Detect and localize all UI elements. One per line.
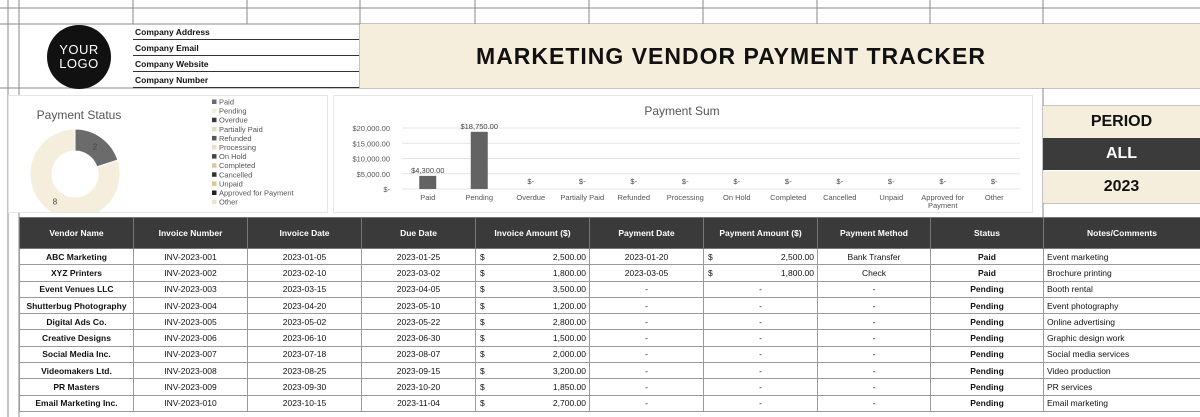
cell-status[interactable]: Pending — [931, 346, 1044, 362]
legend-label: Cancelled — [219, 170, 253, 180]
column-header-payment-method[interactable]: Payment Method — [818, 218, 931, 249]
invoice-amount-value: 2,800.00 — [552, 316, 586, 327]
bar-data-label: $- — [990, 177, 998, 186]
company-details — [133, 24, 359, 88]
cell-notes[interactable]: Graphic design work — [1044, 330, 1200, 346]
payment-sum-chart-svg — [334, 96, 1032, 212]
currency-symbol: $ — [480, 284, 485, 295]
legend-swatch — [212, 154, 217, 159]
column-header-invoice-number[interactable]: Invoice Number — [134, 218, 248, 249]
x-tick-label: Approved for — [921, 193, 965, 202]
legend-label: Pending — [219, 106, 247, 116]
company-email-label[interactable]: Company Email — [133, 40, 359, 56]
legend-label: Approved for Payment — [219, 188, 294, 198]
currency-symbol: $ — [480, 349, 485, 360]
payment-amount-value: - — [759, 316, 762, 327]
cell-notes[interactable]: PR services — [1044, 379, 1200, 395]
cell-status[interactable]: Pending — [931, 281, 1044, 297]
cell-status[interactable]: Pending — [931, 363, 1044, 379]
legend-swatch — [212, 127, 217, 132]
legend-swatch — [212, 163, 217, 168]
cell-invoice-date[interactable]: 2023-01-05 — [248, 249, 362, 265]
payment-amount-value: - — [759, 284, 762, 295]
cell-payment-date[interactable]: - — [590, 330, 704, 346]
cell-notes[interactable]: Brochure printing — [1044, 265, 1200, 281]
x-tick-label: Completed — [770, 193, 807, 202]
legend-swatch — [212, 200, 217, 205]
cell-notes[interactable]: Event marketing — [1044, 249, 1200, 265]
legend-label: Paid — [219, 97, 235, 107]
table-row[interactable] — [20, 314, 1200, 330]
column-header-vendor-name[interactable]: Vendor Name — [20, 218, 134, 249]
cell-invoice-date[interactable]: 2023-04-20 — [248, 297, 362, 313]
cell-payment-date[interactable]: - — [590, 314, 704, 330]
invoice-amount-value: 3,500.00 — [552, 284, 586, 295]
cell-payment-amount[interactable] — [704, 297, 818, 313]
cell-payment-method[interactable]: - — [818, 363, 931, 379]
cell-invoice-number[interactable]: INV-2023-010 — [134, 395, 248, 411]
y-tick-label: $20,000.00 — [352, 124, 390, 133]
vendor-payment-table — [19, 217, 1200, 412]
table-row[interactable] — [20, 297, 1200, 313]
currency-symbol: $ — [480, 251, 485, 262]
cell-due-date[interactable]: 2023-04-05 — [362, 281, 476, 297]
payment-amount-value: - — [759, 349, 762, 360]
x-tick-label: Payment — [927, 201, 958, 210]
x-tick-label: On Hold — [722, 193, 751, 202]
bar-data-label: $- — [784, 177, 792, 186]
legend-swatch — [212, 136, 217, 141]
y-tick-label: $15,000.00 — [352, 139, 390, 149]
x-tick-label: Partially Paid — [560, 193, 605, 202]
cell-invoice-amount[interactable] — [476, 297, 590, 313]
cell-invoice-number[interactable]: INV-2023-006 — [134, 330, 248, 346]
x-tick-label: Cancelled — [823, 193, 857, 202]
bar-data-label: $- — [527, 177, 535, 186]
bar-data-label: $- — [733, 177, 741, 186]
cell-payment-date[interactable]: - — [590, 395, 704, 411]
bar-data-label: $- — [887, 177, 895, 186]
currency-symbol: $ — [480, 316, 485, 327]
cell-payment-amount[interactable] — [704, 314, 818, 330]
legend-swatch — [212, 181, 217, 186]
cell-due-date[interactable]: 2023-03-02 — [362, 265, 476, 281]
cell-invoice-number[interactable]: INV-2023-001 — [134, 249, 248, 265]
cell-payment-amount[interactable] — [704, 346, 818, 362]
cell-invoice-amount[interactable] — [476, 395, 590, 411]
currency-symbol: $ — [480, 300, 485, 311]
company-website-label[interactable]: Company Website — [133, 56, 359, 72]
cell-vendor-name[interactable]: PR Masters — [20, 379, 134, 395]
x-tick-label: Unpaid — [879, 193, 904, 202]
cell-due-date[interactable]: 2023-05-22 — [362, 314, 476, 330]
currency-symbol: $ — [708, 251, 713, 262]
cell-status[interactable]: Pending — [931, 297, 1044, 313]
cell-invoice-number[interactable]: INV-2023-002 — [134, 265, 248, 281]
legend-swatch — [212, 109, 217, 114]
currency-symbol: $ — [480, 365, 485, 376]
table-row[interactable] — [20, 346, 1200, 362]
currency-symbol: $ — [708, 267, 713, 278]
cell-due-date[interactable]: 2023-10-20 — [362, 379, 476, 395]
donut-slice-value-label: 2 — [92, 142, 98, 152]
cell-payment-date[interactable]: - — [590, 281, 704, 297]
table-row[interactable] — [20, 330, 1200, 346]
bar-paid[interactable] — [419, 176, 436, 189]
cell-invoice-date[interactable]: 2023-02-10 — [248, 265, 362, 281]
cell-notes[interactable]: Booth rental — [1044, 281, 1200, 297]
legend-label: Partially Paid — [219, 124, 263, 134]
cell-invoice-number[interactable]: INV-2023-003 — [134, 281, 248, 297]
cell-vendor-name[interactable]: Creative Designs — [20, 330, 134, 346]
column-header-invoice-date[interactable]: Invoice Date — [248, 218, 362, 249]
payment-status-chart-title: Payment Status — [36, 108, 122, 122]
currency-symbol: $ — [480, 267, 485, 278]
cell-payment-amount[interactable] — [704, 281, 818, 297]
cell-vendor-name[interactable]: ABC Marketing — [20, 249, 134, 265]
x-tick-label: Refunded — [617, 193, 651, 202]
table-row[interactable] — [20, 249, 1200, 265]
cell-status[interactable]: Paid — [931, 265, 1044, 281]
legend-swatch — [212, 100, 217, 105]
company-number-label[interactable]: Company Number — [133, 72, 359, 88]
period-value[interactable]: ALL — [1043, 138, 1200, 170]
cell-invoice-amount[interactable] — [476, 249, 590, 265]
cell-payment-amount[interactable] — [704, 249, 818, 265]
cell-vendor-name[interactable]: Videomakers Ltd. — [20, 363, 134, 379]
cell-notes[interactable]: Online advertising — [1044, 314, 1200, 330]
payment-sum-chart-title: Payment Sum — [644, 104, 720, 118]
cell-payment-method[interactable]: Bank Transfer — [818, 249, 931, 265]
cell-invoice-date[interactable]: 2023-08-25 — [248, 363, 362, 379]
bar-data-label: $- — [681, 177, 689, 186]
payment-amount-value: - — [759, 365, 762, 376]
y-tick-label: $- — [383, 185, 390, 194]
cell-invoice-date[interactable]: 2023-05-02 — [248, 314, 362, 330]
cell-invoice-amount[interactable] — [476, 363, 590, 379]
x-tick-label: Overdue — [516, 193, 546, 202]
cell-payment-method[interactable]: - — [818, 330, 931, 346]
invoice-amount-value: 1,800.00 — [552, 267, 586, 278]
cell-status[interactable]: Paid — [931, 249, 1044, 265]
cell-payment-date[interactable]: - — [590, 297, 704, 313]
cell-payment-method[interactable]: - — [818, 297, 931, 313]
legend-swatch — [212, 172, 217, 177]
bar-data-label: $4,300.00 — [411, 165, 445, 175]
bar-data-label: $18,750.00 — [460, 121, 499, 131]
column-header-status[interactable]: Status — [931, 218, 1044, 249]
cell-payment-method[interactable]: - — [818, 314, 931, 330]
table-row[interactable] — [20, 395, 1200, 411]
legend-label: On Hold — [219, 152, 247, 162]
cell-due-date[interactable]: 2023-05-10 — [362, 297, 476, 313]
payment-amount-value: - — [759, 382, 762, 393]
bar-pending[interactable] — [471, 132, 488, 189]
cell-invoice-number[interactable]: INV-2023-005 — [134, 314, 248, 330]
cell-invoice-number[interactable]: INV-2023-004 — [134, 297, 248, 313]
cell-payment-amount[interactable] — [704, 379, 818, 395]
cell-invoice-amount[interactable] — [476, 346, 590, 362]
legend-label: Completed — [219, 161, 256, 171]
cell-due-date[interactable]: 2023-11-04 — [362, 395, 476, 411]
column-header-payment-amount[interactable]: Payment Amount ($) — [704, 218, 818, 249]
legend-label: Other — [219, 197, 238, 207]
currency-symbol: $ — [480, 333, 485, 344]
page-title: MARKETING VENDOR PAYMENT TRACKER — [476, 42, 986, 69]
invoice-amount-value: 1,500.00 — [552, 333, 586, 344]
cell-invoice-date[interactable]: 2023-06-10 — [248, 330, 362, 346]
table-row[interactable] — [20, 281, 1200, 297]
cell-status[interactable]: Pending — [931, 330, 1044, 346]
invoice-amount-value: 3,200.00 — [552, 365, 586, 376]
x-tick-label: Paid — [420, 193, 436, 202]
cell-payment-amount[interactable] — [704, 363, 818, 379]
period-year[interactable]: 2023 — [1043, 171, 1200, 203]
cell-invoice-date[interactable]: 2023-09-30 — [248, 379, 362, 395]
cell-payment-method[interactable]: Check — [818, 265, 931, 281]
cell-due-date[interactable]: 2023-01-25 — [362, 249, 476, 265]
y-tick-label: $10,000.00 — [352, 154, 390, 164]
bar-data-label: $- — [836, 177, 844, 186]
currency-symbol: $ — [480, 398, 485, 409]
x-tick-label: Processing — [666, 193, 704, 202]
legend-label: Refunded — [219, 133, 252, 143]
cell-payment-amount[interactable] — [704, 395, 818, 411]
payment-amount-value: - — [759, 398, 762, 409]
cell-invoice-amount[interactable] — [476, 314, 590, 330]
table-row[interactable] — [20, 265, 1200, 281]
cell-vendor-name[interactable]: XYZ Printers — [20, 265, 134, 281]
cell-payment-date[interactable]: - — [590, 346, 704, 362]
cell-invoice-date[interactable]: 2023-10-15 — [248, 395, 362, 411]
currency-symbol: $ — [480, 382, 485, 393]
cell-due-date[interactable]: 2023-08-07 — [362, 346, 476, 362]
cell-invoice-amount[interactable] — [476, 330, 590, 346]
cell-payment-date[interactable]: - — [590, 379, 704, 395]
cell-vendor-name[interactable]: Email Marketing Inc. — [20, 395, 134, 411]
x-tick-label: Other — [984, 193, 1004, 202]
cell-notes[interactable]: Email marketing — [1044, 395, 1200, 411]
logo-text-line2: LOGO — [59, 56, 99, 71]
payment-amount-value: - — [759, 300, 762, 311]
cell-due-date[interactable]: 2023-06-30 — [362, 330, 476, 346]
legend-label: Overdue — [219, 115, 248, 125]
payment-amount-value: - — [759, 333, 762, 344]
table-header-row — [20, 218, 1200, 249]
cell-payment-method[interactable]: - — [818, 281, 931, 297]
cell-payment-date[interactable]: - — [590, 363, 704, 379]
payment-status-chart-svg — [9, 96, 327, 212]
cell-notes[interactable]: Event photography — [1044, 297, 1200, 313]
cell-status[interactable]: Pending — [931, 379, 1044, 395]
cell-invoice-number[interactable]: INV-2023-007 — [134, 346, 248, 362]
cell-notes[interactable]: Video production — [1044, 363, 1200, 379]
x-tick-label: Pending — [465, 193, 494, 202]
cell-payment-amount[interactable] — [704, 265, 818, 281]
invoice-amount-value: 2,500.00 — [552, 251, 586, 262]
legend-label: Unpaid — [219, 179, 243, 189]
invoice-amount-value: 2,000.00 — [552, 349, 586, 360]
cell-invoice-amount[interactable] — [476, 281, 590, 297]
cell-status[interactable]: Pending — [931, 395, 1044, 411]
cell-vendor-name[interactable]: Event Venues LLC — [20, 281, 134, 297]
cell-payment-method[interactable]: - — [818, 346, 931, 362]
y-tick-label: $5,000.00 — [356, 169, 390, 179]
cell-vendor-name[interactable]: Shutterbug Photography — [20, 297, 134, 313]
table-row[interactable] — [20, 379, 1200, 395]
cell-invoice-date[interactable]: 2023-03-15 — [248, 281, 362, 297]
column-header-notes[interactable]: Notes/Comments — [1044, 218, 1200, 249]
payment-sum-chart[interactable] — [333, 95, 1033, 213]
payment-status-chart[interactable] — [8, 95, 328, 213]
payment-amount-value: 2,500.00 — [780, 251, 814, 262]
column-header-invoice-amount[interactable]: Invoice Amount ($) — [476, 218, 590, 249]
cell-payment-amount[interactable] — [704, 330, 818, 346]
invoice-amount-value: 1,850.00 — [552, 382, 586, 393]
legend-swatch — [212, 145, 217, 150]
cell-invoice-amount[interactable] — [476, 265, 590, 281]
logo-text-line1: YOUR — [59, 42, 99, 57]
cell-notes[interactable]: Social media services — [1044, 346, 1200, 362]
donut-slice-value-label: 8 — [52, 197, 58, 207]
bar-data-label: $- — [630, 177, 638, 186]
invoice-amount-value: 1,200.00 — [552, 300, 586, 311]
cell-invoice-number[interactable]: INV-2023-008 — [134, 363, 248, 379]
cell-payment-method[interactable]: - — [818, 379, 931, 395]
cell-invoice-number[interactable]: INV-2023-009 — [134, 379, 248, 395]
company-logo — [47, 25, 111, 89]
column-header-due-date[interactable]: Due Date — [362, 218, 476, 249]
company-address-label[interactable]: Company Address — [133, 24, 359, 40]
cell-invoice-amount[interactable] — [476, 379, 590, 395]
column-header-payment-date[interactable]: Payment Date — [590, 218, 704, 249]
cell-payment-date[interactable]: 2023-03-05 — [590, 265, 704, 281]
legend-swatch — [212, 191, 217, 196]
bar-data-label: $- — [578, 177, 586, 186]
cell-vendor-name[interactable]: Social Media Inc. — [20, 346, 134, 362]
cell-due-date[interactable]: 2023-09-15 — [362, 363, 476, 379]
table-row[interactable] — [20, 363, 1200, 379]
period-label: PERIOD — [1043, 106, 1200, 138]
legend-label: Processing — [219, 143, 257, 152]
legend-swatch — [212, 118, 217, 123]
cell-status[interactable]: Pending — [931, 314, 1044, 330]
cell-payment-date[interactable]: 2023-01-20 — [590, 249, 704, 265]
cell-vendor-name[interactable]: Digital Ads Co. — [20, 314, 134, 330]
invoice-amount-value: 2,700.00 — [552, 398, 586, 409]
cell-invoice-date[interactable]: 2023-07-18 — [248, 346, 362, 362]
cell-payment-method[interactable]: - — [818, 395, 931, 411]
bar-data-label: $- — [939, 177, 947, 186]
payment-amount-value: 1,800.00 — [780, 267, 814, 278]
